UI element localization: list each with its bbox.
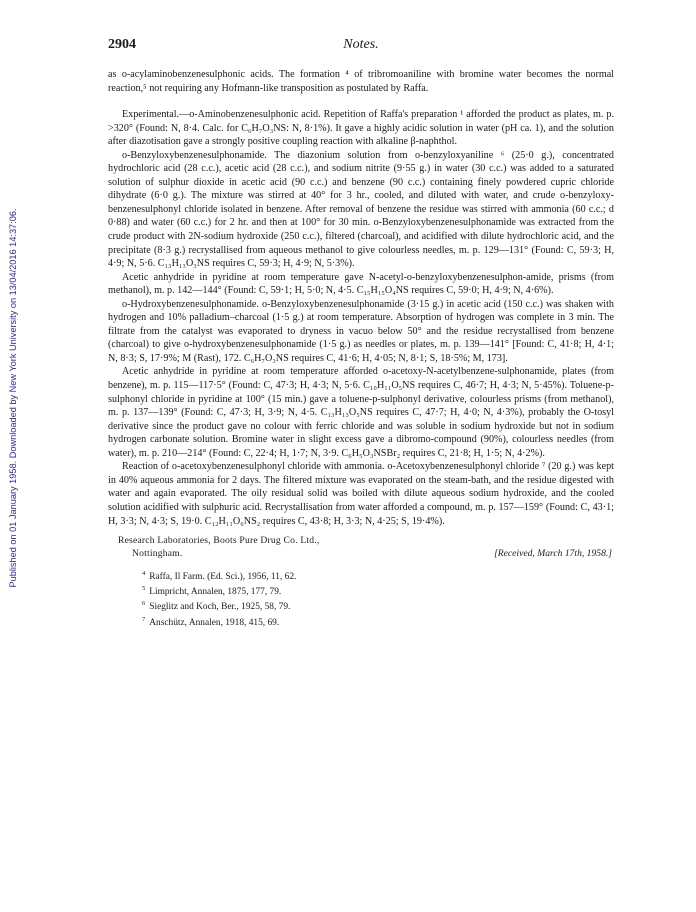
- signature-block: [108, 534, 614, 562]
- page-header: [108, 38, 614, 62]
- experimental-paragraph: Experimental.—o-Aminobenzenesulphonic acid. Repetition of Raffa's preparation ¹ afforded the product as plates, m. p. >320° (Found: N, 8·4. Calc. for C₆H₇O₃NS: N, 8·1%). It gave a highly acidic solution in water (pH ca. 1), and the solution after diazotisation gave a strongly positive coupling reaction with alkaline β-naphthol.: [108, 109, 614, 148]
- hydroxy-paragraph: o-Hydroxybenzenesulphonamide. o-Benzyloxybenzenesulphonamide (3·15 g.) in acetic acid (150 c.c.) was shaken with hydrogen and 10% palladium–charcoal (1·5 g.) at room temperature. Absorption of hydrogen was complete in 3 min. The filtrate from the catalyst was evaporated to dryness in vacuo below 50° and the residue recrystallised from benzene (charcoal) to give o-hydroxybenzenesulphonamide (1·5 g.) as needles or plates, m. p. 139—141° [Found: C, 41·8; H, 4·1; N, 8·3; S, 17·9%; M (Rast), 172. C₆H₇O₃NS requires C, 41·6; H, 4·05; N, 8·1; S, 18·5%; M, 173].: [108, 298, 614, 364]
- running-title: Notes.: [343, 37, 379, 52]
- page-number: 2904: [108, 37, 136, 52]
- reference-item: $^4$ Raffa, Il Farm. (Ed. Sci.), 1956, 11, 62.: [142, 570, 297, 583]
- acetyl-paragraph: Acetic anhydride in pyridine at room temperature gave N-acetyl-o-benzyloxybenzenesulphon-amide, prisms (from methanol), m. p. 142—144° (Found: C, 59·1; H, 5·0; N, 4·5. C₁₅H₁₅O₄NS requires C, 59·0; H, 4·9; N, 4·6%).: [108, 271, 614, 297]
- benzyloxy-paragraph: o-Benzyloxybenzenesulphonamide. The diazonium solution from o-benzyloxyaniline ⁶ (25·0 g.), concentrated hydrochloric acid (28 c.c.), acetic acid (28 c.c.), and sodium nitrite (9·55 g.) in water (30 c.c.) was added to a saturated solution of sulphur dioxide in acetic acid (90 c.c.) and benzene (90 c.c.) containing finely powdered cupric chloride dihydrate (6·0 g.). The mixture was stirred at 40° for 3 hr., cooled, and diluted with water, and crude o-benzyloxy-benzenesulphonyl chloride isolated in benzene. After removal of benzene the residue was stirred with ammonia (60 c.c.; d 0·88) and water (60 c.c.) for 2 hr. and then at 100° for 30 min. o-Benzyloxybenzenesulphonamide was extracted from the crude product with 2N-sodium hydroxide (250 c.c.), filtered (charcoal), and acidified with dilute hydrochloric acid, and the precipitate (8·3 g.) recrystallised from aqueous methanol to give colourless needles, m. p. 129—131° (Found: C, 59·3; H, 4·9; N, 5·6. C₁₃H₁₃O₃NS requires C, 59·3; H, 4·9; N, 5·3%).: [108, 149, 614, 270]
- received-date: [Received, March 17th, 1958.]: [494, 548, 612, 560]
- reference-item: $^7$ Anschütz, Annalen, 1918, 415, 69.: [142, 615, 280, 628]
- affiliation-line: Research Laboratories, Boots Pure Drug Co. Ltd.,: [118, 535, 320, 547]
- intro-paragraph: as o-acylaminobenzenesulphonic acids. The formation ⁴ of tribromoaniline with bromine water becomes the normal reaction,⁵ not requiring any Hofmann-like transposition as postulated by Raffa.: [108, 69, 614, 94]
- references-list: [108, 568, 614, 629]
- page-body: [108, 38, 614, 629]
- affiliation-city: Nottingham.: [132, 548, 183, 560]
- publication-sidebar-note: [0, 118, 26, 678]
- acetoxy-paragraph: Acetic anhydride in pyridine at room temperature afforded o-acetoxy-N-acetylbenzene-sulphonamide, plates (from benzene), m. p. 115—117·5° (Found: C, 47·3; H, 4·3; N, 5·6. C₁₀H₁₁O₅NS requires C, 46·7; H, 4·3; N, 5·45%). Toluene-p-sulphonyl chloride in pyridine at 100° (15 min.) gave a toluene-p-sulphonyl derivative, colourless prisms (from methanol), m. p. 137—139° (Found: C, 47·3; H, 3·9; N, 4·5. C₁₃H₁₃O₅NS requires C, 47·7; H, 4·0; N, 4·3%), probably the O-tosyl derivative since the product gave no colour with ferric chloride and was soluble in sodium hydroxide but not in sodium hydrogen carbonate solution. Bromine water in slight excess gave a dibromo-compound (90%), colourless needles (from water), m. p. 210—214° (Found: C, 22·4; H, 1·7; N, 3·9. C₆H₅O₃NSBr₂ requires C, 21·8; H, 1·5; N, 4·2%).: [108, 366, 614, 459]
- reference-item: $^6$ Sieglitz and Koch, Ber., 1925, 58, 79.: [142, 600, 291, 613]
- reference-item: $^5$ Limpricht, Annalen, 1875, 177, 79.: [142, 585, 282, 598]
- sidebar-note-text: Published on 01 January 1958. Downloaded by New York University on 13/04/2016 14:37:06.: [8, 208, 18, 588]
- reaction-paragraph: Reaction of o-acetoxybenzenesulphonyl chloride with ammonia. o-Acetoxybenzenesulphonyl chloride ⁷ (20 g.) was kept in 40% aqueous ammonia for 2 days. The filtered mixture was evaporated on the steam-bath, and the residue digested with water and again evaporated. The oily residual solid was boiled with dilute aqueous sodium hydroxide, and the cooled solution acidified with sulphuric acid. Recrystallisation from water afforded a compound, m. p. 157—159° (Found: C, 43·1; H, 3·3; N, 4·3; S, 19·0. C₁₂H₁₁O₆NS₂ requires C, 43·8; H, 3·3; N, 4·25; S, 19·4%).: [108, 461, 614, 527]
